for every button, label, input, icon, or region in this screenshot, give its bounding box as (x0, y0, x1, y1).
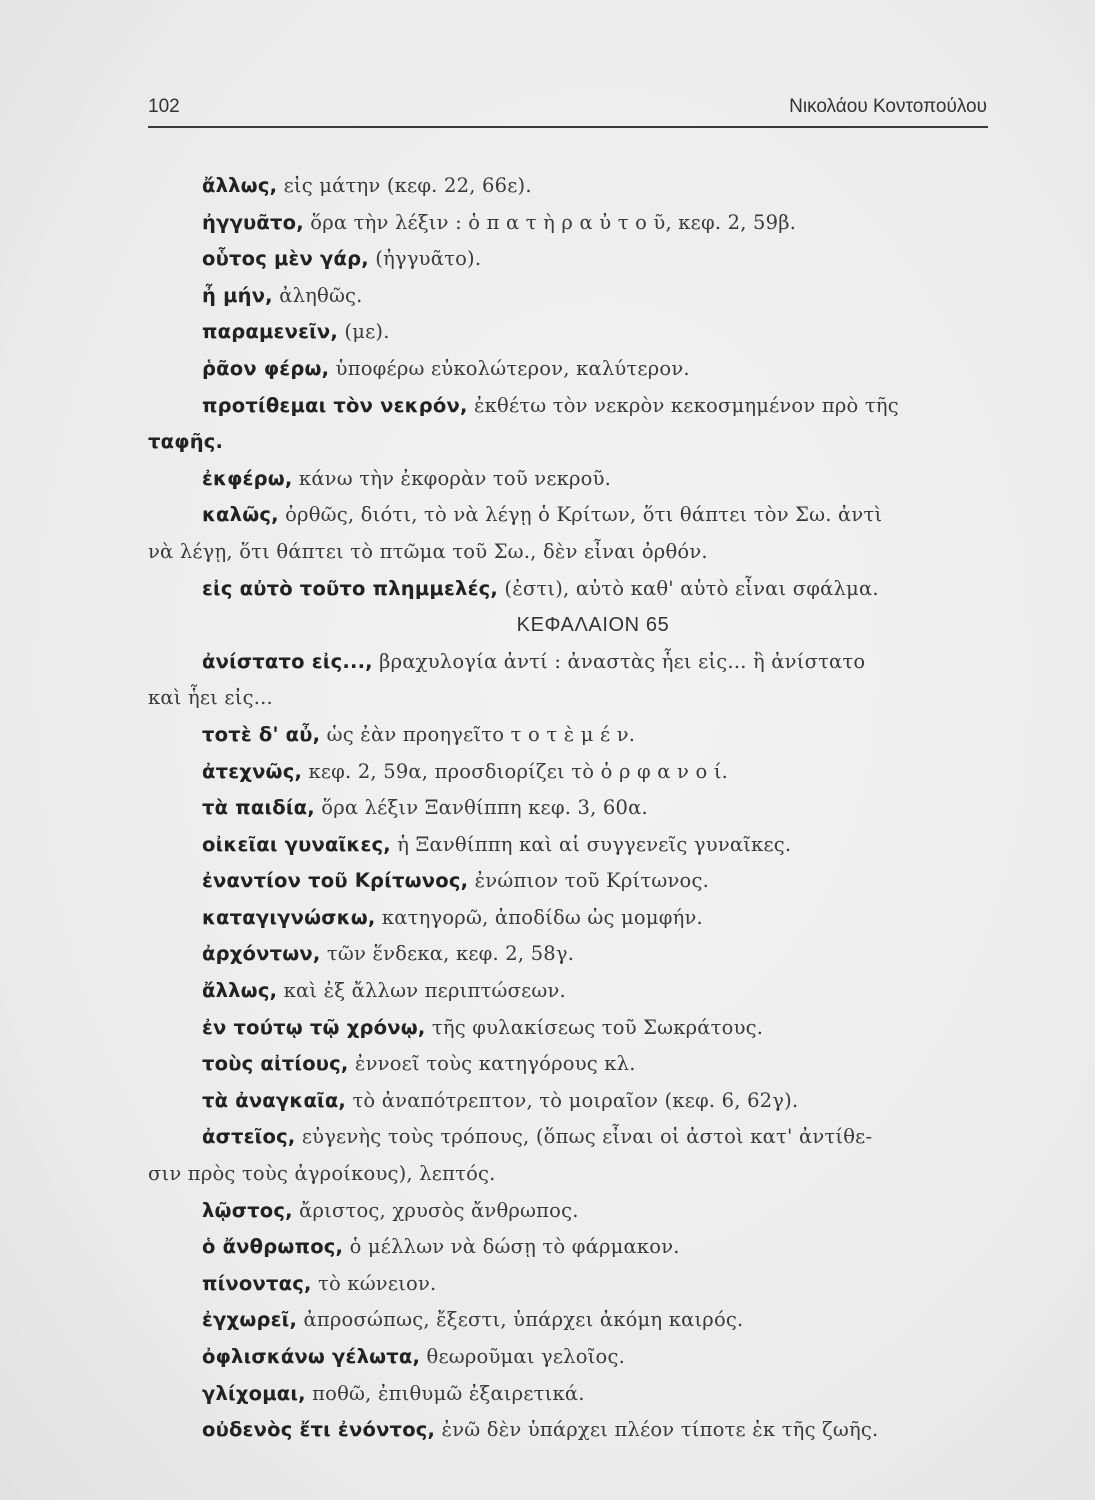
glossary-definition: ἐνῶ δὲν ὑπάρχει πλέον τίποτε ἐκ τῆς ζωῆς. (435, 1418, 879, 1442)
glossary-line (148, 497, 998, 534)
glossary-definition: ὁ μέλλων νὰ δώσῃ τὸ φάρμακον. (343, 1235, 680, 1259)
glossary-definition: ὡς ἐὰν προηγεῖτο τ ο τ ὲ μ έ ν. (320, 722, 636, 746)
glossary-definition: ἀληθῶς. (272, 283, 363, 307)
glossary-definition: κατηγορῶ, ἀποδίδω ὡς μομφήν. (375, 905, 703, 929)
glossary-definition: τὸ ἀναπότρεπτον, τὸ μοιραῖον (κεφ. 6, 62γ). (346, 1088, 799, 1112)
glossary-line (148, 168, 998, 205)
glossary-definition: ἐννοεῖ τοὺς κατηγόρους κλ. (348, 1052, 636, 1076)
glossary-definition: τῆς φυλακίσεως τοῦ Σωκράτους. (425, 1015, 764, 1039)
glossary-line (148, 534, 998, 571)
page-header (148, 96, 987, 126)
glossary-term: παραμενεῖν, (202, 320, 339, 344)
glossary-line (148, 205, 998, 242)
glossary-line (148, 973, 998, 1010)
glossary-term: ῥᾶον φέρω, (202, 356, 330, 380)
glossary-line (148, 790, 998, 827)
glossary-definition: (με). (338, 320, 390, 344)
header-rule (148, 126, 988, 128)
page-number: 102 (148, 96, 180, 117)
glossary-line (148, 754, 998, 791)
glossary-definition: θεωροῦμαι γελοῖος. (420, 1345, 625, 1368)
glossary-definition: καὶ ἐξ ἄλλων περιπτώσεων. (277, 979, 566, 1003)
glossary-term: ἐναντίον τοῦ Κρίτωνος, (202, 869, 469, 893)
glossary-definition: ὑποφέρω εὐκολώτερον, καλύτερον. (329, 356, 690, 380)
glossary-line (148, 680, 998, 717)
glossary-term: ἠγγυᾶτο, (202, 210, 304, 234)
glossary-definition: (ἠγγυᾶτο). (368, 247, 482, 271)
glossary-line (148, 827, 998, 864)
glossary-definition: ἐνώπιον τοῦ Κρίτωνος. (468, 869, 709, 893)
glossary-line (148, 1339, 998, 1376)
glossary-line (148, 1010, 998, 1047)
running-head: Νικολάου Κοντοπούλου (789, 96, 987, 117)
glossary-definition: βραχυλογία ἀντί : ἀναστὰς ἧει εἰς... ἢ ἀνίστατο (372, 649, 866, 673)
glossary-line (148, 314, 998, 351)
glossary-line (148, 1119, 998, 1156)
glossary-line (148, 351, 998, 388)
glossary-term: ἐν τούτῳ τῷ χρόνῳ, (202, 1015, 426, 1039)
glossary-term: ἀρχόντων, (202, 942, 321, 966)
glossary-term: ὁ ἄνθρωπος, (202, 1235, 344, 1259)
glossary-definition: τῶν ἕνδεκα, κεφ. 2, 58γ. (320, 942, 575, 966)
glossary-line (148, 241, 998, 278)
glossary-line (148, 1376, 998, 1413)
glossary-term: τοτὲ δ' αὖ, (202, 722, 321, 746)
glossary-term: τοὺς αἰτίους, (202, 1052, 349, 1076)
glossary-line (148, 388, 998, 425)
glossary-definition: νὰ λέγῃ, ὅτι θάπτει τὸ πτῶμα τοῦ Σω., δὲν εἶναι ὀρθόν. (148, 539, 708, 563)
glossary-definition: ἄριστος, χρυσὸς ἄνθρωπος. (292, 1198, 579, 1222)
glossary-term: λῷστος, (202, 1198, 293, 1222)
glossary-definition: ἐκθέτω τὸν νεκρὸν κεκοσμημένον πρὸ τῆς (467, 393, 899, 417)
glossary-definition: ἡ Ξανθίππη καὶ αἱ συγγενεῖς γυναῖκες. (390, 832, 792, 856)
glossary-definition: καὶ ἧει εἰς... (148, 686, 273, 710)
glossary-line (148, 424, 998, 461)
glossary-line (148, 900, 998, 937)
glossary-term: ἄλλως, (202, 174, 278, 197)
glossary-term: ἀνίστατο εἰς..., (202, 649, 373, 673)
glossary-definition: κάνω τὴν ἐκφορὰν τοῦ νεκροῦ. (292, 466, 612, 490)
glossary-line (148, 1046, 998, 1083)
glossary-term: ἀτεχνῶς, (202, 759, 303, 783)
glossary-term: πίνοντας, (202, 1271, 312, 1295)
glossary-term: οὐδενὸς ἔτι ἐνόντος, (202, 1418, 436, 1442)
glossary-definition: σιν πρὸς τοὺς ἀγροίκους), λεπτός. (148, 1162, 496, 1186)
glossary-line (148, 1229, 998, 1266)
glossary-term: ἄλλως, (202, 979, 278, 1003)
glossary-term: οὗτος μὲν γάρ, (202, 247, 369, 271)
glossary-line (148, 1412, 998, 1449)
glossary-line (148, 571, 998, 608)
glossary-term: ἐκφέρω, (202, 466, 293, 490)
glossary-definition: ὅρα τὴν λέξιν : ὁ π α τ ὴ ρ α ὐ τ ο ῦ, κεφ. 2, 59β. (303, 210, 797, 234)
glossary-definition: (ἐστι), αὐτὸ καθ' αὑτὸ εἶναι σφάλμα. (498, 576, 879, 600)
glossary-term: οἰκεῖαι γυναῖκες, (202, 832, 391, 856)
glossary-line (148, 863, 998, 900)
glossary-term: καταγιγνώσκω, (202, 905, 376, 929)
glossary-term: τὰ ἀναγκαῖα, (202, 1088, 347, 1112)
glossary-line (148, 1302, 998, 1339)
glossary-term: προτίθεμαι τὸν νεκρόν, (202, 393, 468, 417)
glossary-line (148, 717, 998, 754)
glossary-definition: ποθῶ, ἐπιθυμῶ ἐξαιρετικά. (305, 1381, 585, 1405)
glossary-term: ἐγχωρεῖ, (202, 1308, 298, 1332)
glossary-term: ταφῆς. (148, 430, 224, 454)
glossary-line (148, 644, 998, 681)
glossary-term: γλίχομαι, (202, 1381, 306, 1405)
glossary-line (148, 1193, 998, 1230)
glossary-line (148, 461, 998, 498)
chapter-heading: ΚΕΦΑΛΑΙΟΝ 65 (516, 614, 670, 637)
glossary-line (148, 278, 998, 315)
glossary-definition: ἀπροσώπως, ἔξεστι, ὑπάρχει ἀκόμη καιρός. (297, 1308, 744, 1332)
glossary-term: ἦ μήν, (202, 283, 273, 307)
glossary-term: ὀφλισκάνω γέλωτα, (202, 1345, 421, 1368)
glossary-line (148, 1156, 998, 1193)
glossary-body (148, 168, 998, 1449)
glossary-line (148, 936, 998, 973)
glossary-definition: ὅρα λέξιν Ξανθίππη κεφ. 3, 60α. (314, 796, 648, 820)
glossary-definition: τὸ κώνειον. (311, 1271, 437, 1295)
glossary-line (148, 1266, 998, 1303)
glossary-term: καλῶς, (202, 503, 279, 527)
glossary-term: εἰς αὐτὸ τοῦτο πλημμελές, (202, 576, 498, 600)
glossary-definition: ὀρθῶς, διότι, τὸ νὰ λέγῃ ὁ Κρίτων, ὅτι θάπτει τὸν Σω. ἀντὶ (278, 503, 883, 527)
glossary-definition: κεφ. 2, 59α, προσδιορίζει τὸ ὀ ρ φ α ν ο ί. (302, 759, 729, 783)
glossary-term: τὰ παιδία, (202, 796, 315, 820)
glossary-definition: εὐγενὴς τοὺς τρόπους, (ὅπως εἶναι οἱ ἀστοὶ κατ' ἀντίθε- (295, 1125, 873, 1149)
glossary-definition: εἰς μάτην (κεφ. 22, 66ε). (277, 174, 532, 197)
glossary-term: ἀστεῖος, (202, 1125, 296, 1149)
glossary-line (148, 1083, 998, 1120)
